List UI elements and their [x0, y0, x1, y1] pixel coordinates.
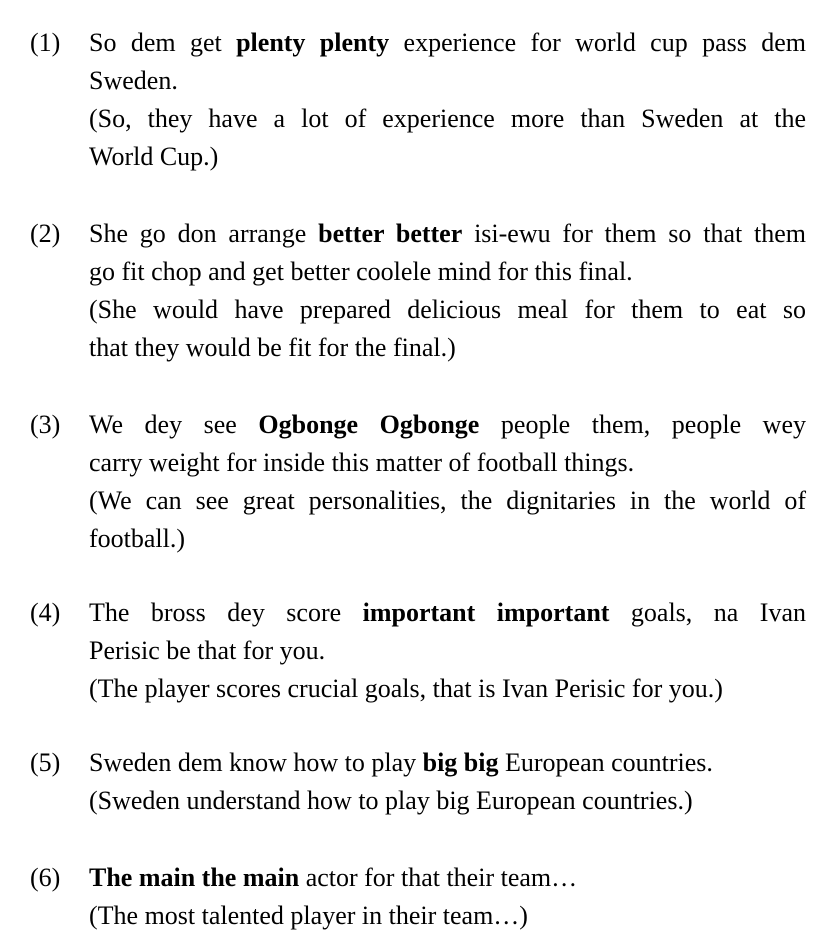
text-segment: actor for that their team… — [299, 863, 578, 892]
text-segment: She go don arrange — [89, 219, 319, 248]
text-segment: go fit chop and get better coolele mind for this final. — [89, 257, 633, 286]
reduplicated-phrase: better better — [318, 219, 463, 248]
text-segment: Sweden. — [89, 66, 178, 95]
text-segment: goals, na Ivan — [609, 598, 806, 627]
text-segment: (So, they have a lot of experience more than Sweden at the — [89, 104, 806, 133]
translation-line — [89, 138, 806, 176]
reduplicated-phrase: important important — [362, 598, 610, 627]
text-segment: experience for world cup pass dem — [389, 28, 806, 57]
reduplicated-phrase: big big — [422, 748, 499, 777]
pidgin-line — [89, 444, 806, 482]
text-segment: (We can see great personalities, the dignitaries in the world of — [89, 486, 806, 515]
translation-line — [89, 482, 806, 520]
translation-line — [89, 329, 806, 367]
text-segment: (The player scores crucial goals, that is Ivan Perisic for you.) — [89, 674, 723, 703]
example-number: (4) — [30, 598, 61, 627]
example-body — [89, 859, 806, 935]
text-segment: people them, people wey — [479, 410, 806, 439]
translation-line — [89, 520, 806, 558]
example-body — [89, 24, 806, 176]
text-segment: (The most talented player in their team…) — [89, 901, 528, 930]
reduplicated-phrase: plenty plenty — [236, 28, 390, 57]
translation-line — [89, 670, 806, 708]
reduplicated-phrase: Ogbonge Ogbonge — [258, 410, 480, 439]
translation-line — [89, 291, 806, 329]
text-segment: Sweden dem know how to play — [89, 748, 423, 777]
translation-line — [89, 897, 806, 935]
text-segment: We dey see — [89, 410, 259, 439]
text-segment: that they would be fit for the final.) — [89, 333, 456, 362]
pidgin-line — [89, 215, 806, 253]
pidgin-line — [89, 632, 806, 670]
example-body — [89, 215, 806, 367]
translation-line — [89, 782, 806, 820]
example-number: (2) — [30, 219, 61, 248]
text-segment: European countries. — [498, 748, 713, 777]
example-number: (6) — [30, 863, 61, 892]
example-body — [89, 406, 806, 558]
text-segment: isi-ewu for them so that them — [462, 219, 807, 248]
text-segment: football.) — [89, 524, 186, 553]
pidgin-line — [89, 859, 806, 897]
text-segment: carry weight for inside this matter of football things. — [89, 448, 635, 477]
pidgin-line — [89, 744, 806, 782]
example-number: (3) — [30, 410, 61, 439]
example-number: (1) — [30, 28, 61, 57]
pidgin-line — [89, 406, 806, 444]
pidgin-line — [89, 253, 806, 291]
text-segment: The bross dey score — [89, 598, 363, 627]
translation-line — [89, 100, 806, 138]
text-segment: Perisic be that for you. — [89, 636, 326, 665]
pidgin-line — [89, 594, 806, 632]
text-segment: So dem get — [89, 28, 237, 57]
text-segment: (She would have prepared delicious meal for them to eat so — [89, 295, 806, 324]
example-body — [89, 594, 806, 708]
example-body — [89, 744, 806, 820]
pidgin-line — [89, 62, 806, 100]
reduplicated-phrase: The main the main — [89, 863, 300, 892]
example-number: (5) — [30, 748, 61, 777]
text-segment: World Cup.) — [89, 142, 219, 171]
text-segment: (Sweden understand how to play big European countries.) — [89, 786, 693, 815]
pidgin-line — [89, 24, 806, 62]
